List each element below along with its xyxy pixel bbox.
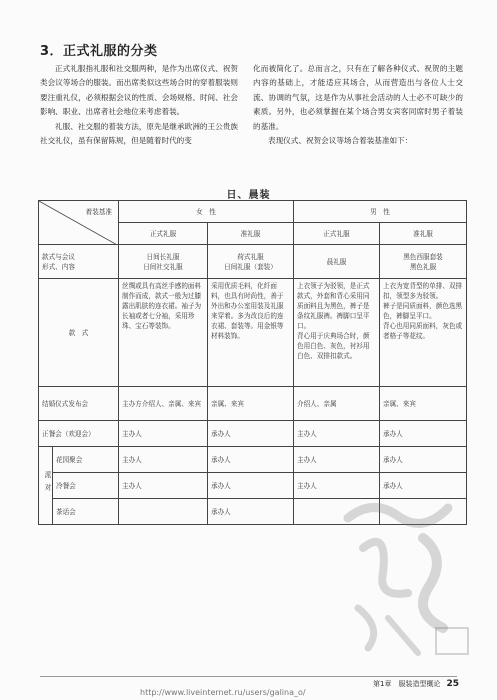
sub-header: 正式礼服 <box>119 223 208 245</box>
sub-header: 正式礼服 <box>294 223 380 245</box>
row-label: 花园聚会 <box>53 447 119 473</box>
row-label: 结婚仪式发布会 <box>39 387 119 421</box>
calligraphy-seal-watermark <box>328 478 478 663</box>
row-label: 冷餐会 <box>53 473 119 499</box>
paragraph: 正式礼服指礼服和社交服两种，是作为出席仪式、祝贺类会议等场合的服装。而出席类似这些场合时的穿着服装则要注重礼仪，必须根据会议的性质、会场规格、时间、社会影响、职业、出席者社会地位来考虑着装。 <box>40 64 238 117</box>
style-label: 款 式 <box>39 279 119 387</box>
table-row <box>39 421 467 447</box>
table-cell: 主办人 <box>119 447 208 473</box>
table-cell: 承办人 <box>208 421 294 447</box>
right-column <box>253 62 463 148</box>
dress-name: 荷式礼服 日间礼服（套装） <box>208 245 294 279</box>
sub-header: 准礼服 <box>380 223 467 245</box>
source-url: http://www.liveinternet.ru/users/galina_o/ <box>140 688 306 697</box>
page-footer <box>373 679 459 689</box>
corner-top-label: 着装基准 <box>85 208 112 216</box>
header-female: 女 性 <box>119 201 294 223</box>
table-caption: 日、晨装 <box>226 190 271 201</box>
section-title: 3．正式礼服的分类 <box>40 44 158 59</box>
chapter-title: 第1章 服装造型概论 <box>373 680 441 688</box>
dress-name: 黑色西服套装 黑色礼服 <box>380 245 467 279</box>
table-cell: 亲属、来宾 <box>380 387 467 421</box>
table-cell: 主办人 <box>119 421 208 447</box>
row-label: 茶话会 <box>53 499 119 525</box>
left-column <box>40 62 238 148</box>
table-cell: 承办人 <box>380 473 467 499</box>
table-row <box>39 387 467 421</box>
footer-rule <box>40 676 457 677</box>
table-cell: 介绍人、亲属 <box>294 387 380 421</box>
style-cell: 丝绸或具有高丝手感的面料制作而成，款式一般为过膝露出肌肤的连衣裙。袖子为长袖或者七分袖，采用珍珠、宝石等装饰。 <box>119 279 208 387</box>
table-corner-cell <box>39 201 119 245</box>
table-cell: 主办方介绍人、亲属、来宾 <box>119 387 208 421</box>
table-cell: 主办人 <box>294 473 380 499</box>
style-cell: 采用优质毛料，化纤面料，也具有时尚性，善于外出和办公室用装及礼服来穿着。多为改良后的连衣裙、套装等。用金银等材料装饰。 <box>208 279 294 387</box>
style-cell: 上衣领子为驳领，是正式款式，外套和背心采用同质面料且为黑色，裤子是条纹礼服裤。裤脚口呈平口。 背心用于庆典场合时，颜色用白色、灰色，衬衫用白色、双排扣款式。 <box>294 279 380 387</box>
table-cell: 主办人 <box>294 421 380 447</box>
sub-header: 准礼服 <box>208 223 294 245</box>
table-cell: 亲属、来宾 <box>208 387 294 421</box>
paragraph: 礼服、社交服的着装方法，原先是继承欧洲的王公贵族社交礼仪，虽有保留陈规，但是随着时代的变 <box>40 121 238 146</box>
table-cell: 主办人 <box>294 447 380 473</box>
paragraph: 化而被简化了。总而言之，只有在了解各种仪式、祝贺的主题内容的基础上，才能适应其场合，从而营造出与各位人士交流、协调的气氛，这是作为从事社会活动的人士必不可缺少的素质。另外，也必须掌握在某个场合男女宾客同席时男子着装的基准。 <box>253 64 463 131</box>
table-cell: 承办人 <box>208 447 294 473</box>
paragraph: 表现仪式、祝贺会议等场合着装基准如下： <box>268 136 413 146</box>
table-cell: 承办人 <box>208 499 294 525</box>
table-cell <box>119 499 208 525</box>
table-cell: 承办人 <box>380 421 467 447</box>
dress-code-table <box>38 200 467 525</box>
group-label: 派对 <box>39 447 53 525</box>
corner-bottom-label: 款式与会议 形式、内容 <box>39 245 119 279</box>
page-number: 25 <box>446 679 459 689</box>
table-row <box>39 447 467 473</box>
table-cell: 承办人 <box>380 447 467 473</box>
table-cell: 承办人 <box>208 473 294 499</box>
style-cell: 上衣为宽背型的单排、双排扣，领型多为驳领。 裤子是同质面料，颜色选黑色，裤脚呈平口。 背心也用同质面料，灰色或者格子等花纹。 <box>380 279 467 387</box>
header-male: 男 性 <box>294 201 467 223</box>
table-cell: 主办人 <box>119 473 208 499</box>
row-label: 正餐会（欢迎会） <box>39 421 119 447</box>
dress-name: 日间长礼服 日间社交礼服 <box>119 245 208 279</box>
dress-name: 晨礼服 <box>294 245 380 279</box>
